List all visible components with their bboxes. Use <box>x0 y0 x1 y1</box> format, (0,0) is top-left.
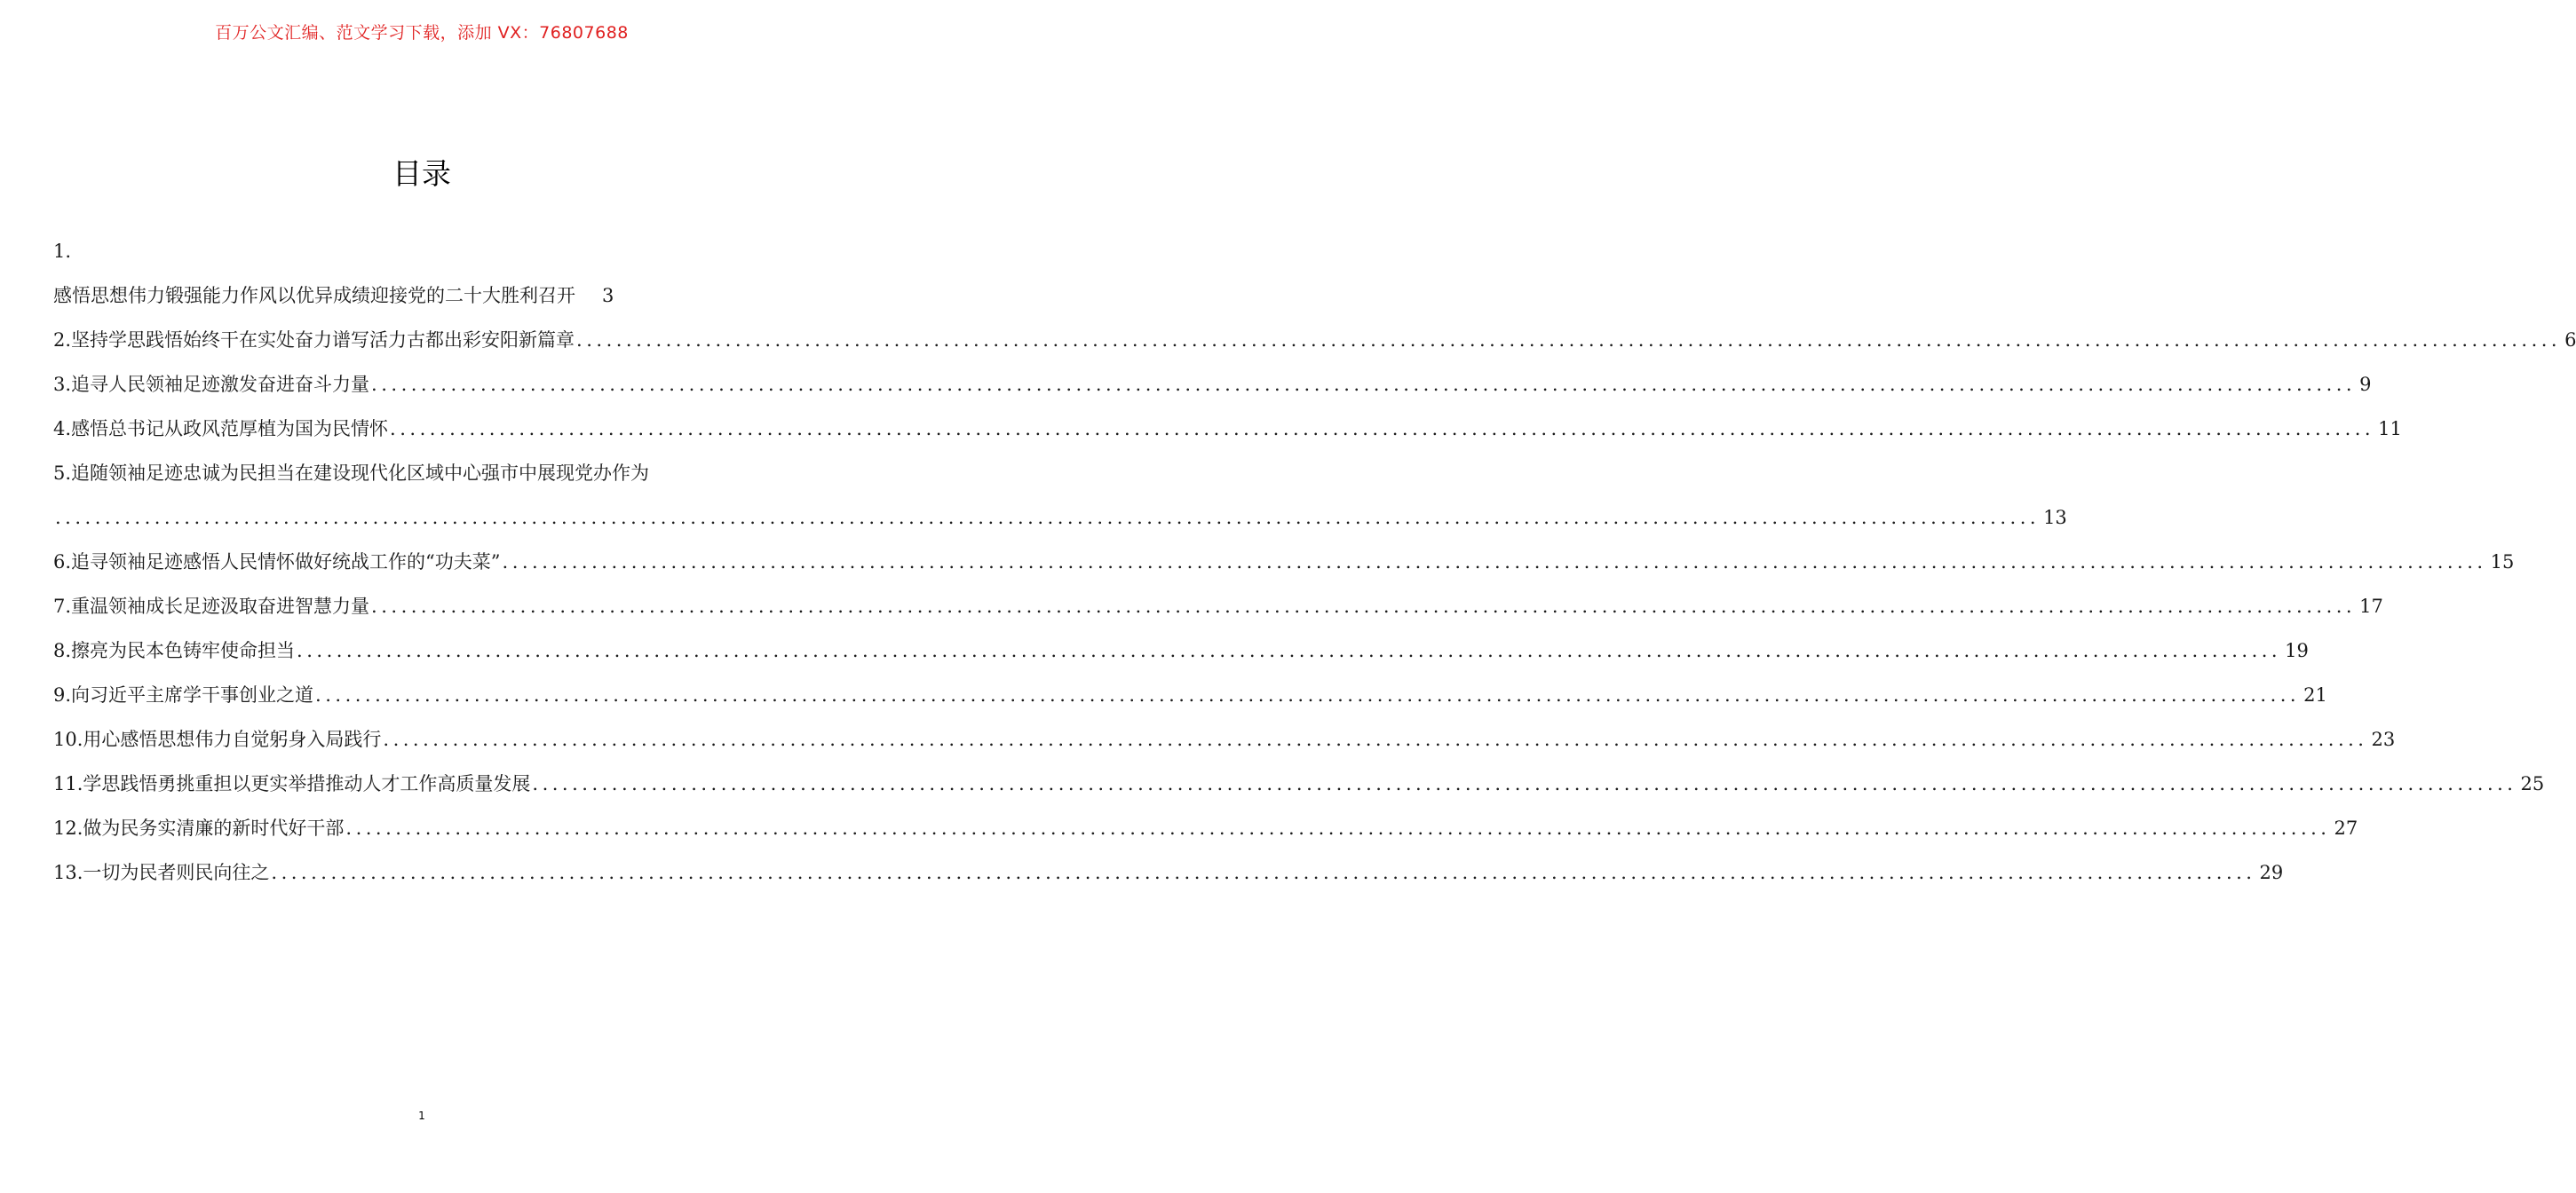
toc-item-page: 29 <box>2259 862 2284 883</box>
toc-item-page: 27 <box>2334 818 2358 839</box>
header-note: 百万公文汇编、范文学习下载，添加 VX：76807688 <box>215 23 629 43</box>
toc-item-1-number-line <box>53 229 792 273</box>
toc-leader-dots: ........................................................................................................................................................................................................ <box>576 329 2562 351</box>
toc-leader-dots: ........................................................................................................................................................................................................ <box>55 507 2041 528</box>
toc-leader-dots: ........................................................................................................................................................................................................ <box>383 729 2368 750</box>
toc-item-13[interactable] <box>53 850 2284 895</box>
toc-item-page: 15 <box>2490 551 2515 573</box>
toc-item-page: 6 <box>2564 329 2576 351</box>
toc-item-page: 17 <box>2359 596 2383 617</box>
toc-item-page: 9 <box>2359 374 2372 395</box>
toc-leader-dots: ........................................................................................................................................................................................................ <box>315 684 2301 706</box>
toc-item-title: 4.感悟总书记从政风范厚植为国为民情怀 <box>53 418 389 439</box>
toc-item-title: 5.追随领袖足迹忠诚为民担当在建设现代化区域中心强市中展现党办作为 <box>53 462 650 484</box>
page-title: 目录 <box>392 156 451 191</box>
toc-item-page: 21 <box>2303 684 2327 706</box>
toc-item-page: 11 <box>2378 418 2402 439</box>
toc-item-title: 感悟思想伟力锻强能力作风以优异成绩迎接党的二十大胜利召开 <box>53 285 575 306</box>
toc-item-11[interactable] <box>53 762 2545 806</box>
toc-leader-dots: ........................................................................................................................................................................................................ <box>345 818 2331 839</box>
toc-item-title: 8.擦亮为民本色铸牢使命担当 <box>53 640 296 661</box>
toc-leader-dots: ........................................................................................................................................................................................................ <box>371 596 2357 617</box>
toc-leader-dots: ........................................................................................................................................................................................................ <box>271 862 2256 883</box>
toc-item-2[interactable] <box>53 318 2576 362</box>
toc-item-title: 12.做为民务实清廉的新时代好干部 <box>53 818 345 839</box>
page-number: 1 <box>418 1110 425 1122</box>
toc-item-number: 1. <box>53 241 72 262</box>
toc-leader-dots: ........................................................................................................................................................................................................ <box>297 640 2282 661</box>
toc-item-5-continuation[interactable] <box>53 495 2067 540</box>
toc-item-title: 11.学思践悟勇挑重担以更实举措推动人才工作高质量发展 <box>53 773 531 794</box>
toc-item-page: 19 <box>2285 640 2309 661</box>
toc-item-title: 2.坚持学思践悟始终干在实处奋力谱写活力古都出彩安阳新篇章 <box>53 329 575 351</box>
toc-item-4[interactable] <box>53 407 2402 451</box>
table-of-contents <box>53 229 2576 895</box>
toc-leader-dots: ........................................................................................................................................................................................................ <box>502 551 2487 573</box>
toc-item-page: 3 <box>602 285 614 306</box>
toc-item-12[interactable] <box>53 806 2358 850</box>
toc-leader-dots: ........................................................................................................................................................................................................ <box>371 374 2357 395</box>
toc-item-7[interactable] <box>53 584 2383 628</box>
toc-item-page: 23 <box>2371 729 2396 750</box>
toc-item-page: 13 <box>2043 507 2067 528</box>
toc-item-title: 10.用心感悟思想伟力自觉躬身入局践行 <box>53 729 382 750</box>
toc-item-page: 25 <box>2520 773 2545 794</box>
toc-item-title: 6.追寻领袖足迹感悟人民情怀做好统战工作的“功夫菜” <box>53 551 501 573</box>
toc-item-9[interactable] <box>53 673 2327 717</box>
toc-item-10[interactable] <box>53 717 2396 762</box>
toc-leader-dots: ........................................................................................................................................................................................................ <box>390 418 2375 439</box>
toc-item-title: 13.一切为民者则民向往之 <box>53 862 270 883</box>
toc-item-title: 3.追寻人民领袖足迹激发奋进奋斗力量 <box>53 374 370 395</box>
toc-leader-dots: ........................................................................................................................................................................................................ <box>532 773 2517 794</box>
toc-item-3[interactable] <box>53 362 2372 407</box>
toc-item-title: 9.向习近平主席学干事创业之道 <box>53 684 314 706</box>
toc-item-6[interactable] <box>53 540 2515 584</box>
toc-item-5[interactable] <box>53 451 792 495</box>
toc-item-8[interactable] <box>53 628 2309 673</box>
toc-item-title: 7.重温领袖成长足迹汲取奋进智慧力量 <box>53 596 370 617</box>
toc-item-1[interactable] <box>53 273 792 318</box>
